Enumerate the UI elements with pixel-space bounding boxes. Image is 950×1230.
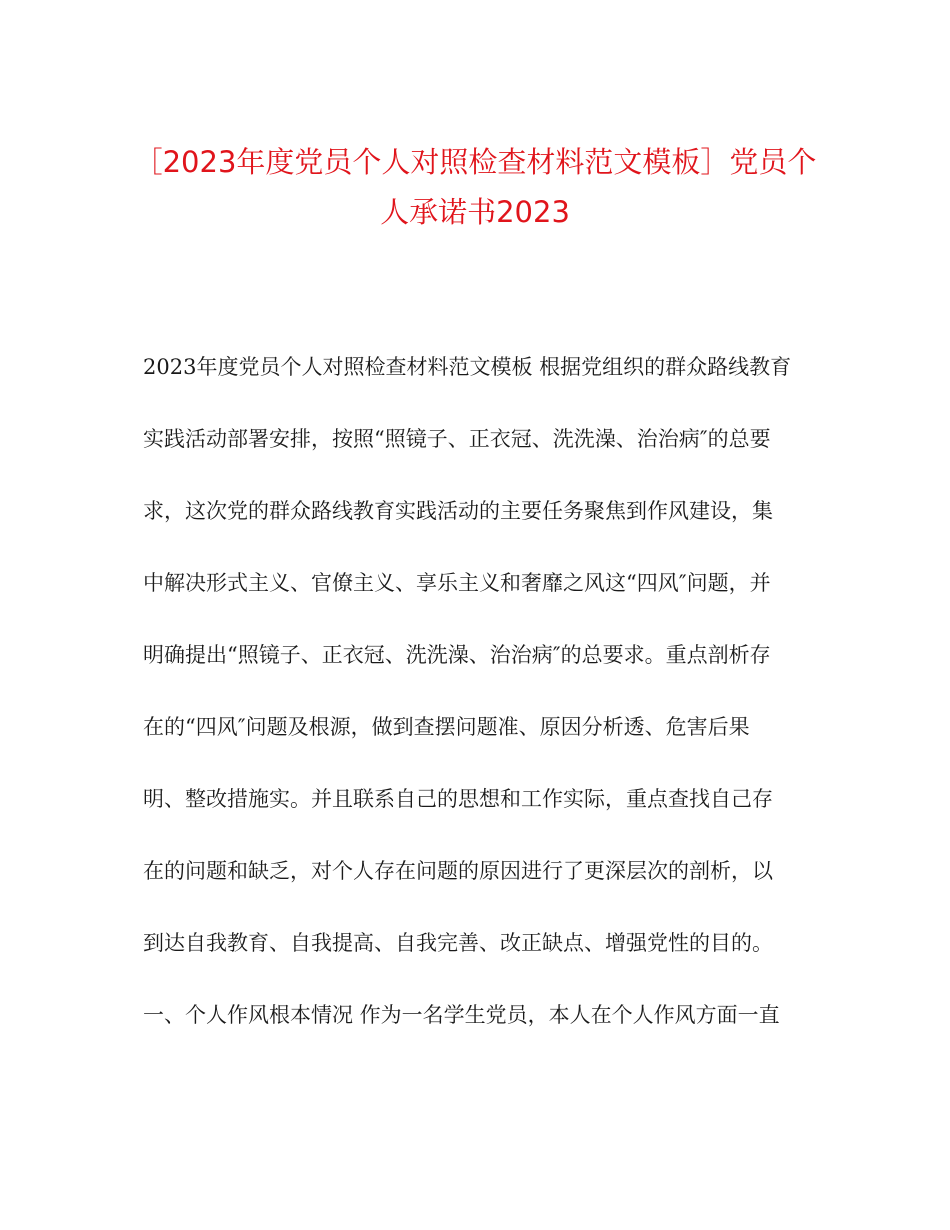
body-line-8: 在的问题和缺乏，对个人存在问题的原因进行了更深层次的剖析，以 — [143, 859, 773, 883]
body-line-6: 在的“四风″问题及根源，做到查摆问题准、原因分析透、危害后果 — [143, 715, 750, 739]
body-line-10: 一、个人作风根本情况 作为一名学生党员，本人在个人作风方面一直 — [143, 1003, 780, 1027]
document-title-line-1: ［2023年度党员个人对照检查材料范文模板］党员个 — [133, 145, 817, 179]
body-line-2: 实践活动部署安排，按照“照镜子、正衣冠、洗洗澡、治治病″的总要 — [143, 427, 771, 451]
body-line-1: 2023年度党员个人对照检查材料范文模板 根据党组织的群众路线教育 — [143, 355, 792, 379]
document-title-line-2: 人承诺书2023 — [380, 195, 570, 229]
body-line-4: 中解决形式主义、官僚主义、享乐主义和奢靡之风这“四风″问题，并 — [143, 571, 771, 595]
body-line-5: 明确提出“照镜子、正衣冠、洗洗澡、治治病″的总要求。重点剖析存 — [143, 643, 771, 667]
body-line-7: 明、整改措施实。并且联系自己的思想和工作实际，重点查找自己存 — [143, 787, 773, 811]
body-line-3: 求，这次党的群众路线教育实践活动的主要任务聚焦到作风建设，集 — [143, 499, 773, 523]
body-line-9: 到达自我教育、自我提高、自我完善、改正缺点、增强党性的目的。 — [143, 931, 773, 955]
